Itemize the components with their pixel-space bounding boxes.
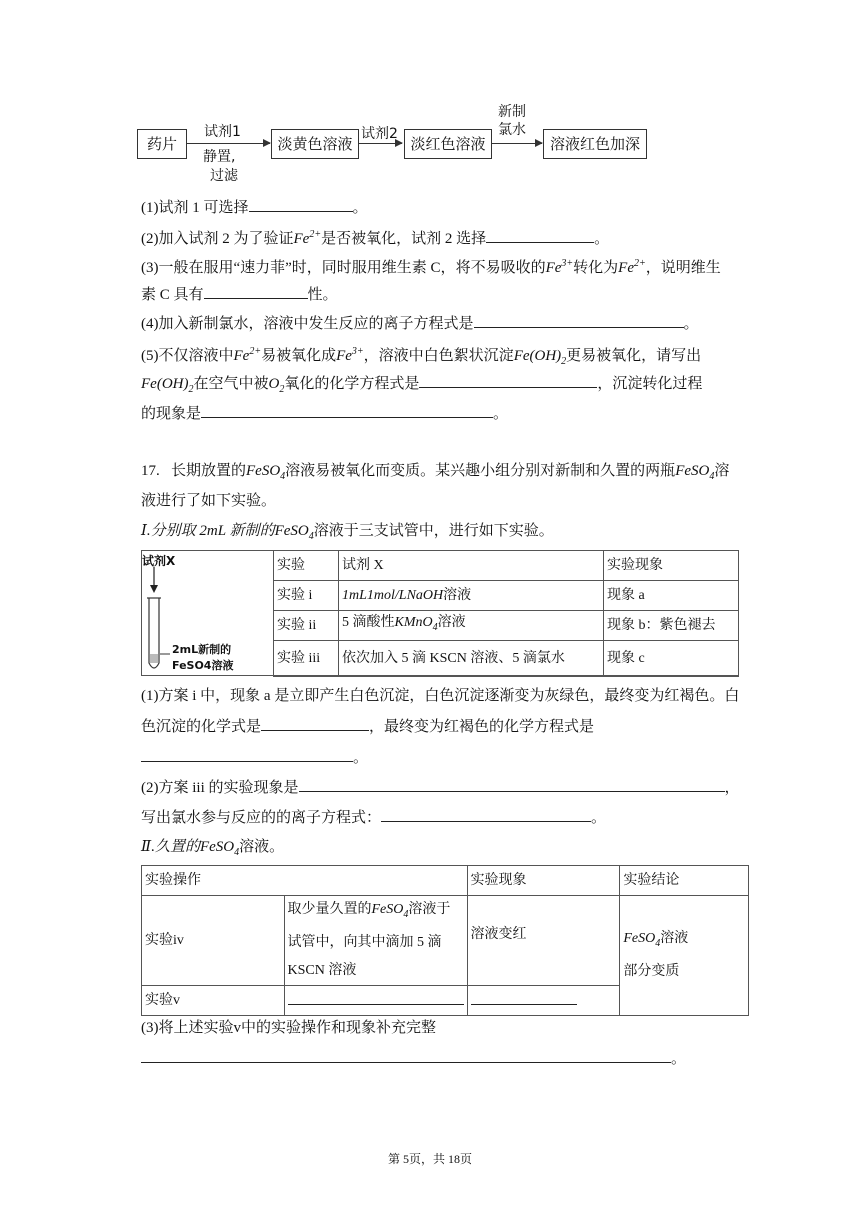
fe2-ion: $Fe^{2+}$ <box>233 346 262 364</box>
table-row <box>274 641 739 677</box>
q17-part2-b: 溶液。 <box>239 839 285 855</box>
table-header: 实验 <box>274 551 339 581</box>
table-row <box>274 611 739 641</box>
tube-label-line2: FeSO4溶液 <box>172 659 234 672</box>
table-cell <box>467 986 620 1016</box>
q16-p5-text: (5)不仅溶液中 <box>141 348 234 364</box>
reagent-tail: 溶液 <box>437 615 466 631</box>
answer-blank[interactable] <box>299 776 725 792</box>
table-row <box>142 866 749 896</box>
q17-q1-text-b: 色沉淀的化学式是 <box>141 719 262 735</box>
table-cell: 现象 a <box>604 581 739 611</box>
page-footer: 第 5页，共 18页 <box>387 1152 472 1166</box>
q16-p3-text-d: 素 C 具有 <box>141 287 204 303</box>
q17-intro-a: 长期放置的 <box>171 463 247 479</box>
answer-blank[interactable] <box>249 196 353 212</box>
flow-box-tablet: 药片 <box>137 129 187 159</box>
table-cell <box>339 611 604 641</box>
table-row <box>274 581 739 611</box>
q17-sub2 <box>141 776 740 799</box>
op-text-a: 取少量久置的 <box>287 902 372 918</box>
table-cell <box>284 986 467 1016</box>
answer-blank[interactable] <box>381 806 591 822</box>
q16-p5-text-c: ，溶液中白色絮状沉淀 <box>363 348 514 364</box>
table-cell: 现象 c <box>604 641 739 677</box>
tube-label-line1: 2mL新制的 <box>172 643 232 656</box>
table-header: 实验现象 <box>604 551 739 581</box>
q17-sub1 <box>141 685 739 707</box>
q17-sub2-cont <box>141 806 606 829</box>
table-cell: 依次加入 5 滴 KSCN 溶液、5 滴氯水 <box>339 641 604 677</box>
flow-box-pale-red: 淡红色溶液 <box>404 129 492 159</box>
answer-blank[interactable] <box>288 989 464 1005</box>
o2-formula: $O_2$ <box>268 376 285 395</box>
q17-q3-text: (3)将上述实验v中的实验操作和现象补充完整 <box>141 1020 436 1036</box>
table-cell <box>339 581 604 611</box>
op-text-d: KSCN 溶液 <box>287 962 357 978</box>
table-cell: 现象 b：紫色褪去 <box>604 611 739 641</box>
q17-sub3 <box>141 1017 436 1039</box>
answer-blank[interactable] <box>261 715 369 731</box>
q16-p4-text: (4)加入新制氯水，溶液中发生反应的离子方程式是 <box>141 316 474 332</box>
flow-box-deep-red: 溶液红色加深 <box>543 129 647 159</box>
feso4-formula: FeSO$_4$ <box>371 902 409 920</box>
feoh2-formula: $Fe(OH)_2$ <box>513 348 567 367</box>
feoh2-formula: $Fe(OH)_2$ <box>141 376 194 395</box>
question-number: 17. <box>141 463 160 479</box>
table-cell: 溶液变红 <box>467 896 620 986</box>
q17-intro-d: 液进行了如下实验。 <box>141 493 277 509</box>
answer-blank[interactable] <box>419 372 597 388</box>
q17-sub1-cont <box>141 715 594 738</box>
op-text-c: 试管中，向其中滴加 5 滴 <box>287 934 442 950</box>
q17-part2-a: Ⅱ.久置的 <box>141 839 200 855</box>
q17-q2-text-a: (2)方案 iii 的实验现象是 <box>141 780 299 796</box>
q16-p3-text: (3)一般在服用“速力菲”时，同时服用维生素 C，将不易吸收的 <box>141 260 546 276</box>
q16-p5-text-b: 易被氧化成 <box>261 348 337 364</box>
kmno4-formula: KMnO$_4$ <box>394 615 438 633</box>
fe3-ion: $Fe^{3+}$ <box>336 346 364 364</box>
q17-q1-end: 。 <box>353 750 369 766</box>
q16-p5-text-g: ，沉淀转化过程 <box>597 376 703 392</box>
flow-label-settle: 静置, <box>203 149 236 165</box>
q17-sub3-cont <box>141 1047 686 1070</box>
flow-label-fresh: 新制 <box>498 104 526 120</box>
q17-part2-heading <box>141 836 284 864</box>
q16-p1-text: (1)试剂 1 可选择 <box>141 200 249 216</box>
fe3-ion: $Fe^{3+}$ <box>545 258 574 276</box>
q17-sub1-cont2 <box>141 746 368 769</box>
table-cell: 实验 i <box>274 581 339 611</box>
answer-blank[interactable] <box>141 746 353 762</box>
q16-p2-text-b: 是否被氧化，试剂 2 选择 <box>321 231 487 247</box>
table-cell: 实验v <box>142 986 285 1016</box>
flow-label-filter: 过滤 <box>210 168 238 184</box>
q17-intro <box>141 460 729 488</box>
table-cell: 实验 ii <box>274 611 339 641</box>
q17-q2-a-end: ， <box>724 780 740 796</box>
answer-blank[interactable] <box>474 312 684 328</box>
fe2-ion: $Fe^{2+}$ <box>618 258 646 276</box>
flow-label-reagent1: 试剂1 <box>204 124 241 140</box>
flow-arrow-3 <box>491 143 542 144</box>
q16-part3-cont <box>141 283 338 306</box>
table-cell <box>284 896 467 986</box>
q16-part1 <box>141 196 368 219</box>
q16-p3-text-c: ，说明维生 <box>645 260 721 276</box>
q17-q1-text-a: (1)方案 i 中，现象 a 是立即产生白色沉淀，白色沉淀逐渐变为灰绿色，最终变为红褐色。白 <box>141 688 740 704</box>
answer-blank[interactable] <box>201 402 493 418</box>
q16-p5-text-e: 在空气中被 <box>193 376 269 392</box>
feso4-formula: FeSO$_4$ <box>274 523 314 542</box>
q16-part5 <box>141 341 701 373</box>
flow-arrow-2 <box>358 143 402 144</box>
feso4-formula: FeSO$_4$ <box>199 839 240 858</box>
op-text-b: 溶液于 <box>408 902 451 918</box>
reagent-formula: 1mL1mol/LNaOH <box>342 587 444 603</box>
table-header: 实验现象 <box>467 866 620 896</box>
q17-q2-b-end: 。 <box>591 810 607 826</box>
table-header: 实验结论 <box>620 866 749 896</box>
feso4-formula: FeSO$_4$ <box>675 463 715 482</box>
flow-arrow-1 <box>186 143 270 144</box>
q16-part2 <box>141 224 609 250</box>
q16-p3-text-b: 转化为 <box>573 260 619 276</box>
q16-p2-end: 。 <box>594 231 610 247</box>
experiment-table-1 <box>273 550 739 677</box>
q16-p5-text-h: 的现象是 <box>141 406 202 422</box>
feso4-formula: FeSO$_4$ <box>246 463 286 482</box>
table-cell: 实验iv <box>142 896 285 986</box>
experiment-table-2 <box>141 865 749 1016</box>
answer-blank[interactable] <box>204 283 308 299</box>
q16-part4 <box>141 312 699 335</box>
reagent-x-label: 试剂X <box>142 554 176 568</box>
conclusion-text-c: 部分变质 <box>623 963 680 979</box>
q16-p1-end: 。 <box>352 200 368 216</box>
q17-q1-text-c: ，最终变为红褐色的化学方程式是 <box>369 719 595 735</box>
flow-label-chlorine-water: 氯水 <box>498 122 526 138</box>
q17-intro-b: 溶液易被氧化而变质。某兴趣小组分别对新制和久置的两瓶 <box>285 463 676 479</box>
table-header: 实验操作 <box>142 866 468 896</box>
reagent-pre: 5 滴酸性 <box>342 615 395 631</box>
flow-label-reagent2: 试剂2 <box>361 126 398 142</box>
q17-q3-end: 。 <box>671 1051 687 1067</box>
q16-p5-text-f: 氧化的化学方程式是 <box>284 376 420 392</box>
q16-part5-cont2 <box>141 402 508 425</box>
q16-p4-end: 。 <box>683 316 699 332</box>
q17-part1-b: 溶液于三支试管中，进行如下实验。 <box>313 523 554 539</box>
q17-part1-heading <box>141 520 554 548</box>
reagent-tail: 溶液 <box>443 587 472 603</box>
q17-intro-cont <box>141 490 276 512</box>
table-header: 试剂 X <box>339 551 604 581</box>
q16-p2-text: (2)加入试剂 2 为了验证 <box>141 231 294 247</box>
table-cell <box>620 896 749 1016</box>
feso4-formula: FeSO$_4$ <box>623 931 661 949</box>
answer-blank[interactable] <box>141 1047 671 1063</box>
q17-q2-text-b: 写出氯水参与反应的的离子方程式： <box>141 810 382 826</box>
table-row <box>142 896 749 986</box>
conclusion-text-b: 溶液 <box>660 931 689 947</box>
table-cell: 实验 iii <box>274 641 339 677</box>
q16-part5-cont <box>141 372 702 401</box>
q17-part1-a: Ⅰ.分别取 2mL 新制的 <box>141 523 275 539</box>
test-tube-diagram <box>141 551 271 676</box>
answer-blank[interactable] <box>471 989 577 1005</box>
flow-box-pale-yellow: 淡黄色溶液 <box>271 129 359 159</box>
q16-p3-text-e: 性。 <box>307 287 338 303</box>
answer-blank[interactable] <box>486 227 594 243</box>
q16-part3 <box>141 253 721 279</box>
q16-p5-end: 。 <box>493 406 509 422</box>
fe2-ion: $Fe^{2+}$ <box>293 229 322 247</box>
q17-intro-c: 溶 <box>714 463 730 479</box>
q16-p5-text-d: 更易被氧化，请写出 <box>566 348 702 364</box>
